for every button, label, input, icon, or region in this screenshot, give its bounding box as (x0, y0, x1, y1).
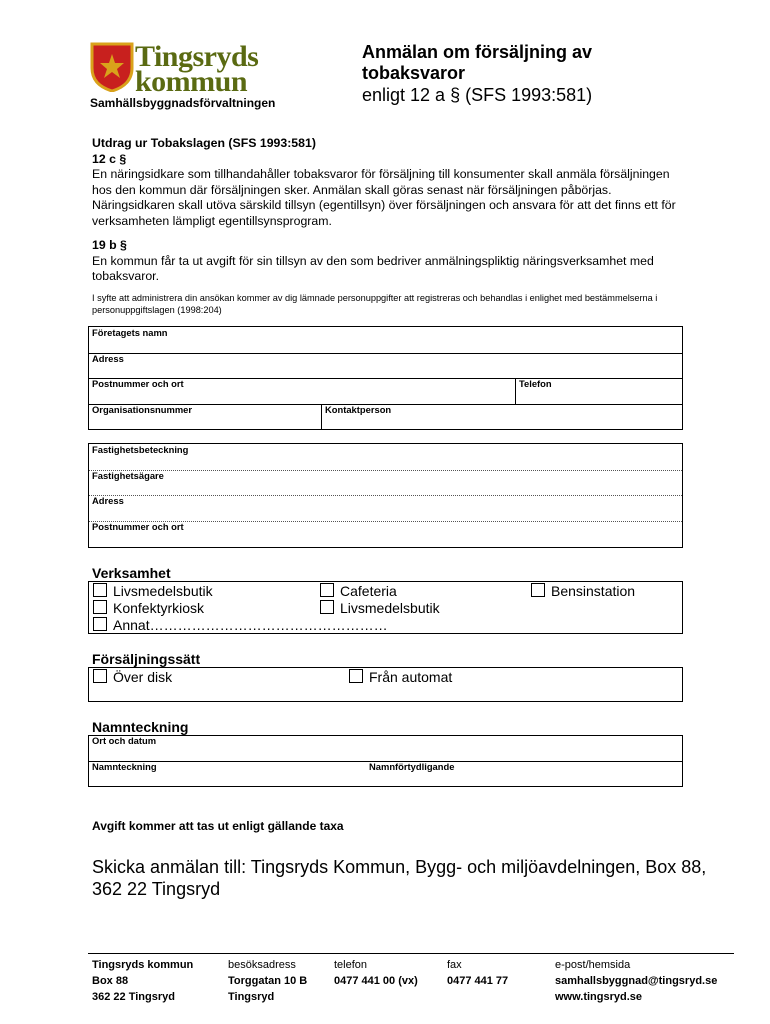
property-owner-field[interactable] (89, 495, 682, 496)
place-date-label: Ort och datum (92, 735, 157, 746)
footer-email-label: e-post/hemsida (555, 959, 631, 971)
property-postal-label: Postnummer och ort (92, 521, 184, 532)
checkbox-square[interactable] (93, 600, 107, 614)
property-designation-field[interactable] (89, 470, 682, 471)
checkbox-square[interactable] (93, 669, 107, 683)
checkbox-square[interactable] (93, 583, 107, 597)
org-contact-divider (321, 404, 322, 430)
section-12c-text: En näringsidkare som tillhandahåller tobaksvaror för försäljning till konsumenter skall anmäla försäljningen hos den kommun där försäljningen sker. Anmälan skall göras senast när försäljningen påbörjas. Näringsidkaren skall utöva särskild tillsyn (egentillsyn) över försäljningen och ansvara för att det finns ett för verksamheten lämpligt egentillsynsprogram. (92, 167, 676, 228)
footer-website[interactable]: www.tingsryd.se (555, 991, 643, 1003)
logo-text-line2: kommun (135, 65, 248, 98)
footer-contact (555, 957, 717, 1005)
sales-section-title: Försäljningssätt (92, 651, 201, 667)
footer-phone (334, 957, 418, 989)
footer-org-name: Tingsryds kommun (92, 959, 194, 971)
company-name-field[interactable] (89, 353, 682, 354)
signature-table (88, 735, 683, 787)
company-info-table (88, 326, 683, 430)
footer-box: Box 88 (92, 975, 129, 987)
signature-label: Namnteckning (92, 761, 157, 772)
checkbox-square[interactable] (320, 583, 334, 597)
checkbox-fran-automat[interactable]: Från automat (349, 669, 452, 685)
name-clarification-label: Namnförtydligande (369, 761, 455, 772)
checkbox-square[interactable] (320, 600, 334, 614)
section-19b-title: 19 b § (92, 238, 127, 252)
postal-phone-divider (515, 378, 516, 404)
signature-section-title: Namnteckning (92, 719, 189, 735)
legal-heading: Utdrag ur Tobakslagen (SFS 1993:581) (92, 136, 316, 150)
org-number-label: Organisationsnummer (92, 404, 193, 415)
checkbox-cafeteria[interactable]: Cafeteria (320, 583, 397, 599)
logo-text-line1: Tingsryds (135, 40, 259, 73)
contact-person-label: Kontaktperson (325, 404, 392, 415)
property-info-table (88, 443, 683, 548)
checkbox-livsmedelsbutik-1[interactable]: Livsmedelsbutik (93, 583, 213, 599)
property-address-label: Adress (92, 495, 124, 506)
coat-of-arms-logo (90, 42, 134, 92)
legal-excerpt (92, 136, 682, 285)
footer-visit (228, 957, 307, 1005)
business-section-title: Verksamhet (92, 565, 171, 581)
gdpr-notice: I syfte att administrera din ansökan kommer av dig lämnade personuppgifter att registreras och behandlas i enlighet med bestämmelserna i personuppgiftslagen (1998:204) (92, 293, 658, 315)
checkbox-konfektyrkiosk[interactable]: Konfektyrkiosk (93, 600, 204, 616)
department-name: Samhällsbyggnadsförvaltningen (90, 96, 276, 110)
footer-fax-number: 0477 441 77 (447, 975, 509, 987)
company-phone-label: Telefon (519, 378, 552, 389)
footer-visit-label: besöksadress (228, 959, 296, 971)
form-subtitle: enligt 12 a § (SFS 1993:581) (362, 85, 593, 105)
footer-postal: 362 22 Tingsryd (92, 991, 175, 1003)
fee-note: Avgift kommer att tas ut enligt gällande taxa (92, 819, 344, 833)
footer-email[interactable]: samhallsbyggnad@tingsryd.se (555, 975, 718, 987)
section-19b-text: En kommun får ta ut avgift för sin tillsyn av den som bedriver anmälningspliktig näringsverksamhet med tobaksvaror. (92, 253, 654, 283)
company-name-label: Företagets namn (92, 327, 168, 338)
footer-org (92, 957, 193, 1005)
footer-phone-number: 0477 441 00 (vx) (334, 975, 418, 987)
checkbox-bensinstation[interactable]: Bensinstation (531, 583, 635, 599)
footer-fax-label: fax (447, 959, 462, 971)
checkbox-over-disk[interactable]: Över disk (93, 669, 172, 685)
footer-city: Tingsryd (228, 991, 275, 1003)
checkbox-livsmedelsbutik-2[interactable]: Livsmedelsbutik (320, 600, 440, 616)
checkbox-square[interactable] (93, 617, 107, 631)
property-designation-label: Fastighetsbeteckning (92, 444, 189, 455)
checkbox-square[interactable] (531, 583, 545, 597)
checkbox-square[interactable] (349, 669, 363, 683)
send-to-address: Skicka anmälan till: Tingsryds Kommun, Bygg- och miljöavdelningen, Box 88, 362 22 Tingsryd (92, 857, 707, 899)
checkbox-annat[interactable]: Annat…………………………………………… (93, 617, 388, 633)
footer-street: Torggatan 10 B (228, 975, 308, 987)
company-address-label: Adress (92, 353, 124, 364)
property-owner-label: Fastighetsägare (92, 470, 164, 481)
footer-divider (88, 953, 734, 954)
company-postal-label: Postnummer och ort (92, 378, 184, 389)
footer-phone-label: telefon (334, 959, 368, 971)
section-12c-title: 12 c § (92, 151, 127, 166)
footer-fax (447, 957, 508, 989)
form-title: Anmälan om försäljning av tobaksvaror (362, 42, 593, 83)
